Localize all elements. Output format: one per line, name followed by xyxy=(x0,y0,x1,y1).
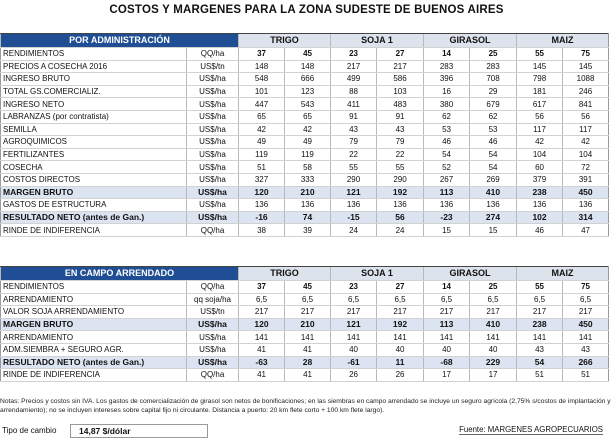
value-cell: 39 xyxy=(285,224,331,237)
crop-header: TRIGO xyxy=(239,267,331,281)
value-cell: 51 xyxy=(563,369,609,382)
value-cell: 65 xyxy=(239,110,285,123)
value-cell: 141 xyxy=(377,331,424,344)
value-cell: 192 xyxy=(377,318,424,331)
value-cell: 104 xyxy=(517,148,563,161)
value-cell: 54 xyxy=(470,148,517,161)
row-label: RESULTADO NETO (antes de Gan.) xyxy=(1,356,187,369)
value-cell: 136 xyxy=(285,199,331,212)
value-cell: 6,5 xyxy=(239,293,285,306)
value-cell: 91 xyxy=(331,110,377,123)
value-cell: 51 xyxy=(239,161,285,174)
value-cell: 47 xyxy=(563,224,609,237)
value-cell: 148 xyxy=(239,60,285,73)
value-cell: 27 xyxy=(377,281,424,294)
value-cell: 411 xyxy=(331,98,377,111)
value-cell: 14 xyxy=(424,48,470,61)
value-cell: 38 xyxy=(239,224,285,237)
value-cell: 229 xyxy=(470,356,517,369)
table-row xyxy=(1,186,609,199)
table-row xyxy=(1,318,609,331)
value-cell: 283 xyxy=(470,60,517,73)
row-unit: US$/ha xyxy=(187,331,239,344)
value-cell: 217 xyxy=(470,306,517,319)
value-cell: 101 xyxy=(239,85,285,98)
value-cell: -23 xyxy=(424,211,470,224)
value-cell: 121 xyxy=(331,186,377,199)
value-cell: 6,5 xyxy=(563,293,609,306)
table-row xyxy=(1,224,609,237)
value-cell: 58 xyxy=(285,161,331,174)
value-cell: 290 xyxy=(331,173,377,186)
admin-costs-table xyxy=(0,33,609,237)
row-label: RENDIMIENTOS xyxy=(1,48,187,61)
value-cell: 314 xyxy=(563,211,609,224)
value-cell: 617 xyxy=(517,98,563,111)
value-cell: 136 xyxy=(331,199,377,212)
value-cell: 141 xyxy=(470,331,517,344)
value-cell: 43 xyxy=(563,343,609,356)
value-cell: 41 xyxy=(285,369,331,382)
row-label: RINDE DE INDIFERENCIA xyxy=(1,369,187,382)
value-cell: 666 xyxy=(285,73,331,86)
value-cell: 679 xyxy=(470,98,517,111)
row-unit: US$/ha xyxy=(187,85,239,98)
value-cell: 79 xyxy=(331,136,377,149)
row-label: RINDE DE INDIFERENCIA xyxy=(1,224,187,237)
row-label: VALOR SOJA ARRENDAMIENTO xyxy=(1,306,187,319)
value-cell: 16 xyxy=(424,85,470,98)
value-cell: 181 xyxy=(517,85,563,98)
page-title: COSTOS Y MARGENES PARA LA ZONA SUDESTE DE BUENOS AIRES xyxy=(109,4,504,16)
value-cell: 74 xyxy=(285,211,331,224)
table-row xyxy=(1,293,609,306)
value-cell: 136 xyxy=(239,199,285,212)
value-cell: 141 xyxy=(285,331,331,344)
value-cell: 333 xyxy=(285,173,331,186)
value-cell: 52 xyxy=(424,161,470,174)
value-cell: 210 xyxy=(285,186,331,199)
value-cell: 55 xyxy=(331,161,377,174)
table-row xyxy=(1,148,609,161)
table-row xyxy=(1,369,609,382)
value-cell: -63 xyxy=(239,356,285,369)
value-cell: -15 xyxy=(331,211,377,224)
value-cell: 447 xyxy=(239,98,285,111)
value-cell: 60 xyxy=(517,161,563,174)
value-cell: 483 xyxy=(377,98,424,111)
value-cell: 43 xyxy=(517,343,563,356)
row-label: AGROQUIMICOS xyxy=(1,136,187,149)
value-cell: 120 xyxy=(239,318,285,331)
value-cell: 91 xyxy=(377,110,424,123)
value-cell: 145 xyxy=(563,60,609,73)
value-cell: 17 xyxy=(470,369,517,382)
value-cell: 23 xyxy=(331,281,377,294)
value-cell: 49 xyxy=(239,136,285,149)
value-cell: 192 xyxy=(377,186,424,199)
value-cell: 217 xyxy=(377,306,424,319)
value-cell: 25 xyxy=(470,48,517,61)
value-cell: 269 xyxy=(470,173,517,186)
value-cell: 104 xyxy=(563,148,609,161)
value-cell: 40 xyxy=(470,343,517,356)
value-cell: 17 xyxy=(424,369,470,382)
crop-header: MAIZ xyxy=(517,267,609,281)
value-cell: 41 xyxy=(239,369,285,382)
value-cell: 543 xyxy=(285,98,331,111)
value-cell: 141 xyxy=(517,331,563,344)
value-cell: 75 xyxy=(563,48,609,61)
value-cell: 27 xyxy=(377,48,424,61)
value-cell: 102 xyxy=(517,211,563,224)
value-cell: 117 xyxy=(563,123,609,136)
value-cell: 217 xyxy=(517,306,563,319)
row-label: SEMILLA xyxy=(1,123,187,136)
crop-header: MAIZ xyxy=(517,34,609,48)
value-cell: 113 xyxy=(424,186,470,199)
value-cell: -16 xyxy=(239,211,285,224)
row-label: COSECHA xyxy=(1,161,187,174)
value-cell: 327 xyxy=(239,173,285,186)
value-cell: 136 xyxy=(563,199,609,212)
row-unit: US$/ha xyxy=(187,123,239,136)
value-cell: 123 xyxy=(285,85,331,98)
row-unit: QQ/ha xyxy=(187,369,239,382)
crop-header: TRIGO xyxy=(239,34,331,48)
value-cell: 246 xyxy=(563,85,609,98)
value-cell: -68 xyxy=(424,356,470,369)
table-row xyxy=(1,356,609,369)
crop-header: SOJA 1 xyxy=(331,34,424,48)
row-unit: US$/ha xyxy=(187,148,239,161)
value-cell: 290 xyxy=(377,173,424,186)
table-row xyxy=(1,306,609,319)
table-row xyxy=(1,73,609,86)
rented-section-title: EN CAMPO ARRENDADO xyxy=(1,267,239,281)
value-cell: 217 xyxy=(239,306,285,319)
value-cell: 6,5 xyxy=(424,293,470,306)
value-cell: 42 xyxy=(239,123,285,136)
row-label: INGRESO NETO xyxy=(1,98,187,111)
value-cell: 119 xyxy=(239,148,285,161)
row-unit: US$/ha xyxy=(187,98,239,111)
value-cell: 141 xyxy=(563,331,609,344)
crop-header: SOJA 1 xyxy=(331,267,424,281)
value-cell: 55 xyxy=(377,161,424,174)
value-cell: 40 xyxy=(331,343,377,356)
row-label: PRECIOS A COSECHA 2016 xyxy=(1,60,187,73)
table-row xyxy=(1,60,609,73)
value-cell: 217 xyxy=(377,60,424,73)
value-cell: 548 xyxy=(239,73,285,86)
value-cell: 49 xyxy=(285,136,331,149)
row-label: ARRENDAMIENTO xyxy=(1,331,187,344)
row-unit: QQ/ha xyxy=(187,281,239,294)
value-cell: 40 xyxy=(424,343,470,356)
crop-header: GIRASOL xyxy=(424,34,517,48)
value-cell: 46 xyxy=(470,136,517,149)
value-cell: 586 xyxy=(377,73,424,86)
value-cell: 117 xyxy=(517,123,563,136)
value-cell: 43 xyxy=(331,123,377,136)
row-label: INGRESO BRUTO xyxy=(1,73,187,86)
value-cell: 65 xyxy=(285,110,331,123)
row-label: RENDIMIENTOS xyxy=(1,281,187,294)
admin-section-title: POR ADMINISTRACIÓN xyxy=(1,34,239,48)
row-label: LABRANZAS (por contratista) xyxy=(1,110,187,123)
value-cell: 22 xyxy=(377,148,424,161)
value-cell: 24 xyxy=(377,224,424,237)
value-cell: 43 xyxy=(377,123,424,136)
value-cell: 210 xyxy=(285,318,331,331)
value-cell: 28 xyxy=(285,356,331,369)
value-cell: 136 xyxy=(377,199,424,212)
value-cell: 1088 xyxy=(563,73,609,86)
value-cell: 54 xyxy=(424,148,470,161)
value-cell: 23 xyxy=(331,48,377,61)
row-unit: US$/ha xyxy=(187,186,239,199)
row-unit: US$/ha xyxy=(187,356,239,369)
value-cell: 53 xyxy=(470,123,517,136)
table-row xyxy=(1,161,609,174)
value-cell: 217 xyxy=(331,60,377,73)
rented-field-table xyxy=(0,266,609,382)
value-cell: 55 xyxy=(517,48,563,61)
row-unit: US$/tn xyxy=(187,60,239,73)
value-cell: 75 xyxy=(563,281,609,294)
row-label: ARRENDAMIENTO xyxy=(1,293,187,306)
row-label: GASTOS DE ESTRUCTURA xyxy=(1,199,187,212)
row-unit: US$/ha xyxy=(187,161,239,174)
row-unit: US$/ha xyxy=(187,318,239,331)
value-cell: 45 xyxy=(285,48,331,61)
value-cell: 136 xyxy=(424,199,470,212)
value-cell: 24 xyxy=(331,224,377,237)
value-cell: 79 xyxy=(377,136,424,149)
row-label: TOTAL GS.COMERCIALIZ. xyxy=(1,85,187,98)
row-unit: QQ/ha xyxy=(187,48,239,61)
value-cell: 14 xyxy=(424,281,470,294)
row-label: RESULTADO NETO (antes de Gan.) xyxy=(1,211,187,224)
value-cell: 266 xyxy=(563,356,609,369)
value-cell: 45 xyxy=(285,281,331,294)
value-cell: 29 xyxy=(470,85,517,98)
value-cell: 798 xyxy=(517,73,563,86)
row-label: MARGEN BRUTO xyxy=(1,186,187,199)
value-cell: 41 xyxy=(239,343,285,356)
value-cell: 379 xyxy=(517,173,563,186)
value-cell: 42 xyxy=(563,136,609,149)
value-cell: 120 xyxy=(239,186,285,199)
value-cell: 62 xyxy=(424,110,470,123)
value-cell: 11 xyxy=(377,356,424,369)
value-cell: 148 xyxy=(285,60,331,73)
exchange-rate-label: Tipo de cambio xyxy=(2,426,57,435)
value-cell: 141 xyxy=(424,331,470,344)
value-cell: 238 xyxy=(517,318,563,331)
value-cell: 6,5 xyxy=(377,293,424,306)
value-cell: 396 xyxy=(424,73,470,86)
value-cell: 136 xyxy=(517,199,563,212)
value-cell: 708 xyxy=(470,73,517,86)
row-unit: US$/tn xyxy=(187,306,239,319)
value-cell: 53 xyxy=(424,123,470,136)
value-cell: 46 xyxy=(424,136,470,149)
value-cell: 217 xyxy=(331,306,377,319)
exchange-rate-value: 14,87 $/dólar xyxy=(70,424,208,438)
value-cell: 15 xyxy=(470,224,517,237)
row-unit: US$/ha xyxy=(187,136,239,149)
value-cell: 6,5 xyxy=(285,293,331,306)
row-unit: US$/ha xyxy=(187,110,239,123)
table-row xyxy=(1,110,609,123)
value-cell: 88 xyxy=(331,85,377,98)
value-cell: 274 xyxy=(470,211,517,224)
value-cell: 15 xyxy=(424,224,470,237)
value-cell: 121 xyxy=(331,318,377,331)
value-cell: 410 xyxy=(470,318,517,331)
footer xyxy=(0,424,613,438)
table-row xyxy=(1,98,609,111)
table-row xyxy=(1,123,609,136)
admin-header-row xyxy=(1,34,609,48)
value-cell: 26 xyxy=(377,369,424,382)
value-cell: 380 xyxy=(424,98,470,111)
table-row xyxy=(1,343,609,356)
value-cell: 62 xyxy=(470,110,517,123)
row-label: FERTILIZANTES xyxy=(1,148,187,161)
value-cell: 54 xyxy=(517,356,563,369)
value-cell: 56 xyxy=(377,211,424,224)
value-cell: 136 xyxy=(470,199,517,212)
row-label: COSTOS DIRECTOS xyxy=(1,173,187,186)
row-label: ADM.SIEMBRA + SEGURO AGR. xyxy=(1,343,187,356)
table-row xyxy=(1,199,609,212)
source-credit: Fuente: MARGENES AGROPECUARIOS xyxy=(459,425,603,434)
value-cell: 103 xyxy=(377,85,424,98)
value-cell: 40 xyxy=(377,343,424,356)
table-row xyxy=(1,331,609,344)
value-cell: 267 xyxy=(424,173,470,186)
value-cell: 391 xyxy=(563,173,609,186)
value-cell: 499 xyxy=(331,73,377,86)
value-cell: 113 xyxy=(424,318,470,331)
table-row xyxy=(1,48,609,61)
value-cell: 217 xyxy=(424,306,470,319)
value-cell: 25 xyxy=(470,281,517,294)
value-cell: 51 xyxy=(517,369,563,382)
value-cell: 41 xyxy=(285,343,331,356)
value-cell: 410 xyxy=(470,186,517,199)
value-cell: 54 xyxy=(470,161,517,174)
value-cell: 37 xyxy=(239,281,285,294)
value-cell: 72 xyxy=(563,161,609,174)
value-cell: 26 xyxy=(331,369,377,382)
rented-header-row xyxy=(1,267,609,281)
row-unit: US$/ha xyxy=(187,343,239,356)
value-cell: 37 xyxy=(239,48,285,61)
value-cell: 22 xyxy=(331,148,377,161)
table-row xyxy=(1,173,609,186)
value-cell: 42 xyxy=(285,123,331,136)
value-cell: 55 xyxy=(517,281,563,294)
table-row xyxy=(1,211,609,224)
value-cell: 6,5 xyxy=(470,293,517,306)
row-unit: QQ/ha xyxy=(187,224,239,237)
value-cell: 450 xyxy=(563,186,609,199)
table-row xyxy=(1,85,609,98)
value-cell: 56 xyxy=(517,110,563,123)
value-cell: -61 xyxy=(331,356,377,369)
value-cell: 141 xyxy=(331,331,377,344)
value-cell: 450 xyxy=(563,318,609,331)
value-cell: 238 xyxy=(517,186,563,199)
value-cell: 42 xyxy=(517,136,563,149)
row-unit: US$/ha xyxy=(187,211,239,224)
value-cell: 145 xyxy=(517,60,563,73)
footnotes: Notas: Precios y costos sin IVA. Los gastos de comercialización de girasol son netos de bonificaciones; en las siembras en campo arrendado se incluye un seguro agrícola (2,75% s/costos de implantación y arrendamiento); no se incluyen intereses sobre capital fijo ni circulante. Distancia a puerto: 20 km flete corto + 100 km flete largo). xyxy=(0,398,611,414)
value-cell: 56 xyxy=(563,110,609,123)
table-row xyxy=(1,281,609,294)
value-cell: 6,5 xyxy=(517,293,563,306)
crop-header: GIRASOL xyxy=(424,267,517,281)
value-cell: 141 xyxy=(239,331,285,344)
value-cell: 46 xyxy=(517,224,563,237)
value-cell: 283 xyxy=(424,60,470,73)
row-unit: US$/ha xyxy=(187,173,239,186)
value-cell: 119 xyxy=(285,148,331,161)
row-label: MARGEN BRUTO xyxy=(1,318,187,331)
value-cell: 841 xyxy=(563,98,609,111)
value-cell: 6,5 xyxy=(331,293,377,306)
row-unit: US$/ha xyxy=(187,199,239,212)
row-unit: US$/ha xyxy=(187,73,239,86)
table-row xyxy=(1,136,609,149)
value-cell: 217 xyxy=(563,306,609,319)
row-unit: qq soja/ha xyxy=(187,293,239,306)
value-cell: 217 xyxy=(285,306,331,319)
